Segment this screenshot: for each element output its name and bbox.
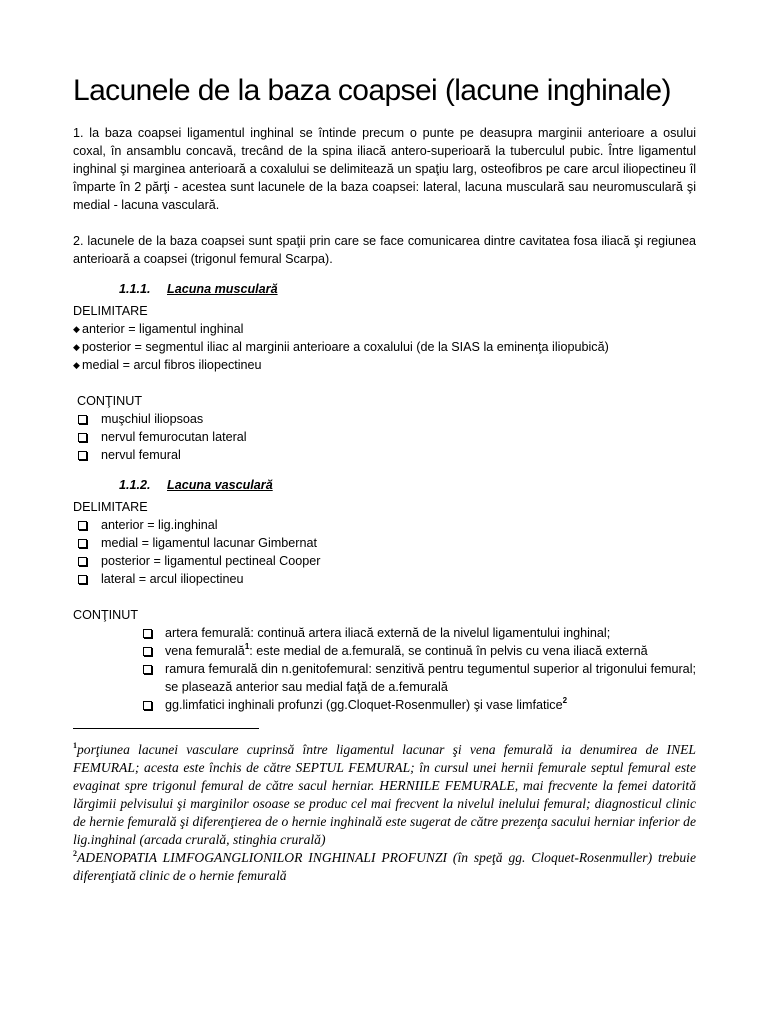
list-item: vena femurală$^1$: este medial de a.femurală, se continuă în pelvis cu vena iliacă externă [73, 642, 696, 660]
list-item: lateral = arcul iliopectineu [73, 570, 696, 588]
list-item: medial = ligamentul lacunar Gimbernat [73, 534, 696, 552]
list-item: artera femurală: continuă artera iliacă externă de la nivelul ligamentului inghinal; [73, 624, 696, 642]
square-bullet-icon [78, 575, 87, 584]
footnote-separator [73, 728, 259, 729]
paragraph-1: 1. la baza coapsei ligamentul inghinal se întinde precum o punte pe deasupra marginii anterioare a osului coxal, în ansamblu concavă, trecând de la spina iliacă antero-superioară la tuberculul pubic. Între ligamentul inghinal şi marginea anterioară a coxalului se delimitează un spaţiu larg, osteofibros pe care arcul iliopectineu îl împarte în 2 părţi - acestea sunt lacunele de la baza coapsei: lateral, lacuna musculară sau neuromusculară şi medial - lacuna vasculară. [73, 126, 696, 212]
square-bullet-icon [78, 521, 87, 530]
footnote-ref[interactable]: 1 [244, 642, 250, 651]
diamond-bullet-icon: ◆ [73, 342, 80, 352]
section-heading-vascular [119, 476, 696, 494]
delimitation-label: DELIMITARE [73, 500, 148, 514]
square-bullet-icon [78, 451, 87, 460]
list-item: posterior = ligamentul pectineal Cooper [73, 552, 696, 570]
section-number: 1.1.2. [119, 478, 151, 492]
footnote-1: $^1$porţiunea lacunei vasculare cuprinsă între ligamentul lacunar şi vena femurală ia denumirea de INEL FEMURAL; acesta este închis de către SEPTUL FEMURAL; în cursul unei hernii femurale septul femural este evaginat spre trigonul femural de către sacul herniar. HERNIILE FEMURALE, mai frecvente la femei datorită lărgimii pelvisului şi marginilor osoase se produc cel mai frecvent la nivelul inelului femural; diagnosticul clinic de hernie femurală şi diferenţierea de o hernie inghinală este sugerat de către prezenţa sacului herniar inferior de lig.inghinal (arcada crurală, stinghia crurală) [73, 741, 696, 847]
footnote-2: $^2$ADENOPATIA LIMFOGANGLIONILOR INGHINALI PROFUNZI (în speţă gg. Cloquet-Rosenmuller) trebuie diferenţiată clinic de o hernie femurală [73, 849, 696, 883]
square-bullet-icon [143, 701, 152, 710]
delimitation-label: DELIMITARE [73, 304, 148, 318]
list-item: ◆ medial = arcul fibros iliopectineu [73, 358, 262, 372]
square-bullet-icon [78, 539, 87, 548]
footnote-mark: 2 [73, 849, 77, 858]
section-title: Lacuna vasculară [167, 478, 273, 492]
diamond-bullet-icon: ◆ [73, 324, 80, 334]
square-bullet-icon [78, 415, 87, 424]
list-item: nervul femurocutan lateral [73, 428, 696, 446]
diamond-bullet-icon: ◆ [73, 360, 80, 370]
footnote-mark: 1 [73, 741, 77, 750]
section-heading-muscular [119, 280, 696, 298]
square-bullet-icon [143, 647, 152, 656]
document-page [73, 72, 696, 885]
content-label: CONŢINUT [73, 608, 139, 622]
square-bullet-icon [143, 629, 152, 638]
list-item: anterior = lig.inghinal [73, 516, 696, 534]
list-item: gg.limfatici inghinali profunzi (gg.Cloquet-Rosenmuller) şi vase limfatice$^2$ [73, 696, 696, 714]
square-bullet-icon [143, 665, 152, 674]
list-item: muşchiul iliopsoas [73, 410, 696, 428]
footnote-ref[interactable]: 2 [562, 696, 568, 705]
content-label: CONŢINUT [77, 394, 143, 408]
square-bullet-icon [78, 557, 87, 566]
page-title: Lacunele de la baza coapsei (lacune inghinale) [73, 74, 671, 107]
list-item: ◆ anterior = ligamentul inghinal [73, 322, 244, 336]
section-title: Lacuna musculară [167, 282, 278, 296]
square-bullet-icon [78, 433, 87, 442]
section-number: 1.1.1. [119, 282, 151, 296]
list-item: nervul femural [73, 446, 696, 464]
paragraph-2: 2. lacunele de la baza coapsei sunt spaţii prin care se face comunicarea dintre cavitatea fosa iliacă şi regiunea anterioară a coapsei (trigonul femural Scarpa). [73, 234, 696, 266]
list-item: ◆ posterior = segmentul iliac al marginii anterioare a coxalului (de la SIAS la eminenţa iliopubică) [73, 340, 609, 354]
list-item: ramura femurală din n.genitofemural: senzitivă pentru tegumentul superior al trigonului femural; se plasează anterior sau medial faţă de a.femurală [73, 660, 696, 696]
